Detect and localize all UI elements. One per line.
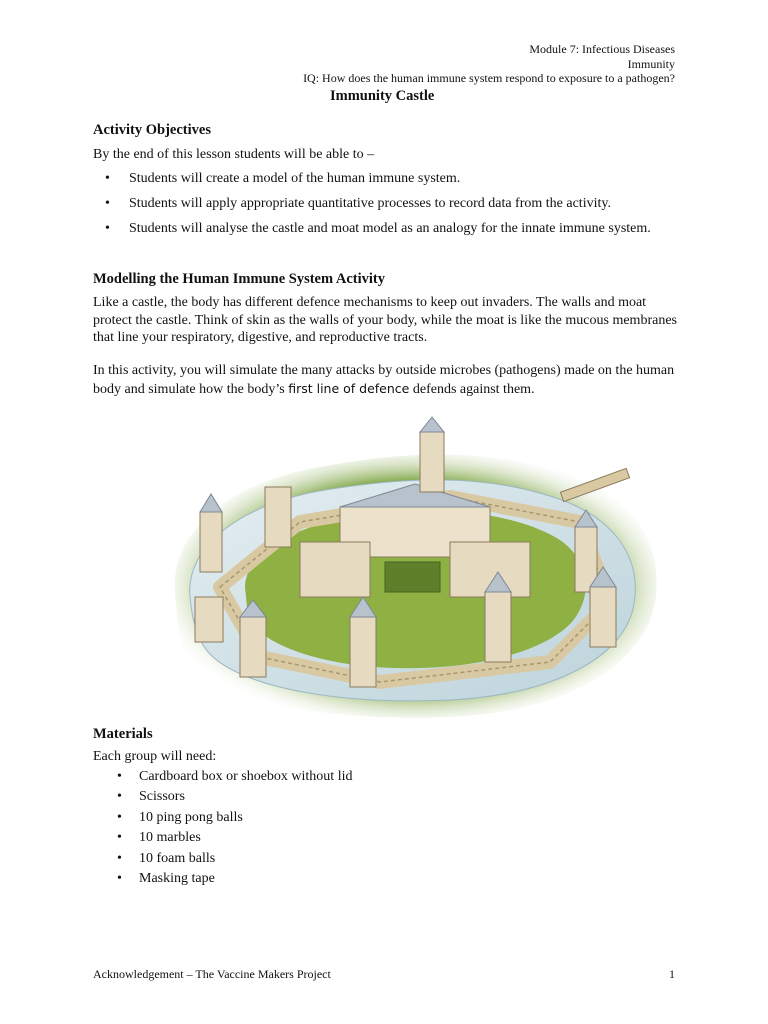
document-title: Immunity Castle bbox=[330, 88, 435, 104]
page-number: 1 bbox=[669, 967, 675, 981]
materials-list bbox=[93, 767, 352, 889]
castle-illustration bbox=[150, 412, 665, 724]
material-item: • 10 ping pong balls bbox=[93, 808, 352, 828]
footer-acknowledgement: Acknowledgement – The Vaccine Makers Project bbox=[93, 967, 331, 981]
objective-item: • Students will analyse the castle and moat model as an analogy for the innate immune system. bbox=[93, 220, 683, 237]
first-line-of-defence-field: first line of defence bbox=[288, 380, 410, 396]
header-topic: Immunity bbox=[627, 56, 675, 71]
material-item: • Scissors bbox=[93, 787, 352, 807]
material-item: • 10 marbles bbox=[93, 828, 352, 848]
page-header bbox=[303, 42, 675, 86]
objective-item: • Students will create a model of the human immune system. bbox=[93, 170, 683, 187]
page-footer bbox=[93, 967, 675, 982]
header-module: Module 7: Infectious Diseases bbox=[529, 42, 675, 56]
objective-item: • Students will apply appropriate quantitative processes to record data from the activity. bbox=[93, 195, 683, 212]
material-item: • 10 foam balls bbox=[93, 849, 352, 869]
modelling-heading: Modelling the Human Immune System Activity bbox=[93, 271, 386, 287]
header-inquiry-question: IQ: How does the human immune system respond to exposure to a pathogen? bbox=[303, 71, 675, 85]
material-item: • Cardboard box or shoebox without lid bbox=[93, 767, 352, 787]
materials-heading: Materials bbox=[93, 726, 153, 742]
para2-text-after: defends against them. bbox=[409, 381, 535, 397]
materials-intro: Each group will need: bbox=[93, 749, 217, 764]
inner-keep bbox=[300, 542, 370, 597]
modelling-paragraph-2 bbox=[93, 362, 683, 398]
objectives-intro: By the end of this lesson students will be able to – bbox=[93, 147, 375, 162]
objectives-list bbox=[93, 170, 683, 245]
objectives-heading: Activity Objectives bbox=[93, 122, 211, 138]
para2-text-before: In this activity, you will simulate the many attacks by outside microbes (pathogens) made on the human body and simulate how the body’s bbox=[93, 363, 675, 397]
material-item: • Masking tape bbox=[93, 869, 352, 889]
modelling-paragraph-1: Like a castle, the body has different defence mechanisms to keep out invaders. The walls and moat protect the castle. Think of skin as the walls of your body, while the moat is like the mucous membranes that line your respiratory, digestive, and reproductive tracts. bbox=[93, 295, 677, 345]
courtyard-garden bbox=[385, 562, 440, 592]
